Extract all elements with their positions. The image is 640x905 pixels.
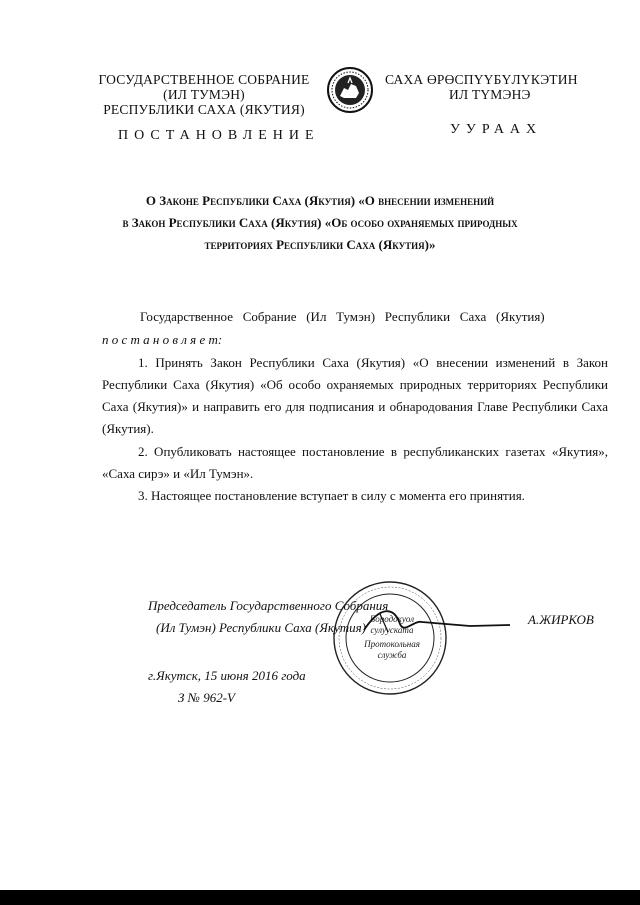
place-and-date: г.Якутск, 15 июня 2016 года: [148, 668, 306, 683]
scan-bottom-edge: [0, 890, 640, 905]
title-line2: в Закон Республики Саха (Якутия) «Об особо охраняемых природных: [122, 215, 518, 230]
title-line1: О Законе Республики Саха (Якутия) «О внесении изменений: [145, 193, 495, 208]
handwritten-signature: [360, 600, 520, 640]
header-right: [385, 72, 625, 102]
header-right-line2: ИЛ ТҮМЭНЭ: [449, 87, 531, 102]
header-right-line1: САХА ӨРӨСПҮҮБҮЛҮКЭТИН: [385, 72, 578, 87]
header-left-line1: ГОСУДАРСТВЕННОЕ СОБРАНИЕ: [98, 72, 310, 87]
stamp-line1: Бородокуол: [369, 614, 415, 624]
body-item3: 3. Настоящее постановление вступает в силу с момента его принятия.: [138, 488, 525, 503]
doc-type-ru: ПОСТАНОВЛЕНИЕ: [118, 128, 320, 143]
title-line3: территориях Республики Саха (Якутия)»: [204, 237, 436, 252]
body-intro: Государственное Собрание (Ил Тумэн) Республики Саха (Якутия): [140, 309, 545, 324]
header-left: [88, 72, 320, 117]
stamp-line3: Протокольная: [364, 639, 420, 649]
signatory-name: А.ЖИРКОВ: [528, 612, 594, 627]
signatory-title-line2: (Ил Тумэн) Республики Саха (Якутия): [156, 620, 366, 635]
stamp-line2: сулууската: [370, 625, 414, 635]
body-item1: 1. Принять Закон Республики Саха (Якутия) «О внесении изменений в Закон Республики Саха (Якутия) «Об особо охраняемых природных территориях Республики Саха (Якутия)» и направить его для подписания и обнародования Главе Республики Саха (Якутия).: [102, 355, 608, 436]
document-number: З № 962-V: [178, 690, 235, 705]
body-item2: 2. Опубликовать настоящее постановление в республиканских газетах «Якутия», «Саха сирэ» и «Ил Тумэн».: [102, 444, 608, 481]
body-resolves: п о с т а н о в л я е т:: [102, 332, 223, 347]
doc-type-sakha: УУРААХ: [450, 122, 543, 137]
signatory-title-line1: Председатель Государственного Собрания: [148, 598, 389, 613]
document-title: [0, 190, 640, 256]
emblem-icon: [326, 66, 374, 114]
header-left-line2: (ИЛ ТУМЭН): [163, 87, 245, 102]
header-left-line3: РЕСПУБЛИКИ САХА (ЯКУТИЯ): [103, 102, 305, 117]
stamp-line4: служба: [377, 650, 407, 660]
